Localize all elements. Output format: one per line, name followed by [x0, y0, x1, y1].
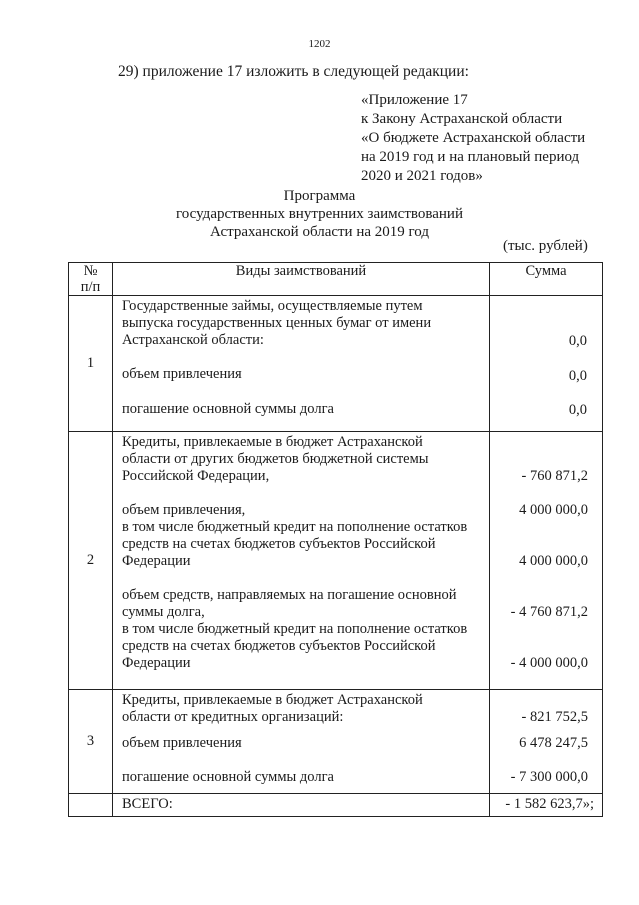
description-line: Астраханской области:: [122, 332, 264, 348]
table-header-row: [69, 263, 603, 296]
amount-value: - 760 871,2: [521, 468, 588, 484]
description-line: области от кредитных организаций:: [122, 709, 344, 725]
amount-value: 0,0: [568, 368, 587, 384]
description-line: Федерации: [122, 655, 191, 671]
description-line: средств на счетах бюджетов субъектов Российской: [122, 638, 436, 654]
row-number: 3: [69, 690, 113, 794]
total-amount-cell: [490, 794, 603, 817]
row-description: [113, 296, 490, 432]
row-amounts: [490, 690, 603, 794]
header-sum: Сумма: [490, 263, 603, 296]
description-line: выпуска государственных ценных бумаг от имени: [122, 315, 432, 331]
amount-value: 0,0: [568, 333, 587, 349]
page-number: 1202: [308, 38, 331, 50]
total-amount: - 1 582 623,7»;: [505, 796, 594, 812]
description-line: объем привлечения: [122, 366, 242, 382]
title-line: государственных внутренних заимствований: [176, 206, 463, 222]
document-title: [0, 187, 639, 241]
table-row: [69, 432, 603, 690]
total-label-cell: [113, 794, 490, 817]
total-row: [69, 794, 603, 817]
amount-value: - 7 300 000,0: [510, 769, 588, 785]
amount-value: - 4 760 871,2: [510, 604, 588, 620]
description-line: Кредиты, привлекаемые в бюджет Астраханской: [122, 434, 423, 450]
title-line: Программа: [283, 188, 356, 204]
description-line: в том числе бюджетный кредит на пополнение остатков: [122, 519, 468, 535]
borrowing-program-table: [68, 262, 603, 817]
appendix-line: к Закону Астраханской области: [361, 111, 563, 127]
table-row: [69, 690, 603, 794]
description-line: погашение основной суммы долга: [122, 769, 334, 785]
appendix-reference: [361, 91, 585, 186]
description-line: погашение основной суммы долга: [122, 401, 334, 417]
row-description: [113, 432, 490, 690]
row-number: 1: [69, 296, 113, 432]
description-line: Федерации: [122, 553, 191, 569]
description-line: области от других бюджетов бюджетной системы: [122, 451, 429, 467]
row-amounts: [490, 432, 603, 690]
description-line: объем привлечения: [122, 735, 242, 751]
amount-value: 4 000 000,0: [519, 502, 588, 518]
description-line: суммы долга,: [122, 604, 205, 620]
header-number-line: п/п: [80, 279, 101, 295]
amount-value: 4 000 000,0: [519, 553, 588, 569]
description-line: Российской Федерации,: [122, 468, 270, 484]
appendix-line: 2020 и 2021 годов»: [361, 168, 483, 184]
appendix-line: «Приложение 17: [361, 92, 468, 108]
description-line: Кредиты, привлекаемые в бюджет Астраханской: [122, 692, 423, 708]
appendix-line: «О бюджете Астраханской области: [361, 130, 586, 146]
amount-value: 6 478 247,5: [519, 735, 588, 751]
row-description: [113, 690, 490, 794]
total-empty-cell: [69, 794, 113, 817]
appendix-line: на 2019 год и на плановый период: [361, 149, 580, 165]
description-line: в том числе бюджетный кредит на пополнение остатков: [122, 621, 468, 637]
intro-paragraph: 29) приложение 17 изложить в следующей редакции:: [118, 63, 469, 80]
table-row: [69, 296, 603, 432]
description-line: средств на счетах бюджетов субъектов Российской: [122, 536, 436, 552]
description-line: Государственные займы, осуществляемые путем: [122, 298, 423, 314]
description-line: объем привлечения,: [122, 502, 246, 518]
total-label: ВСЕГО:: [122, 796, 173, 812]
header-number-line: №: [83, 263, 98, 279]
amount-value: 0,0: [568, 402, 587, 418]
header-number: [69, 263, 113, 296]
row-amounts: [490, 296, 603, 432]
unit-label: (тыс. рублей): [503, 238, 588, 254]
header-kind: Виды заимствований: [113, 263, 490, 296]
row-number: 2: [69, 432, 113, 690]
amount-value: - 4 000 000,0: [510, 655, 588, 671]
title-line: Астраханской области на 2019 год: [209, 224, 430, 240]
description-line: объем средств, направляемых на погашение основной: [122, 587, 457, 603]
amount-value: - 821 752,5: [521, 709, 588, 725]
